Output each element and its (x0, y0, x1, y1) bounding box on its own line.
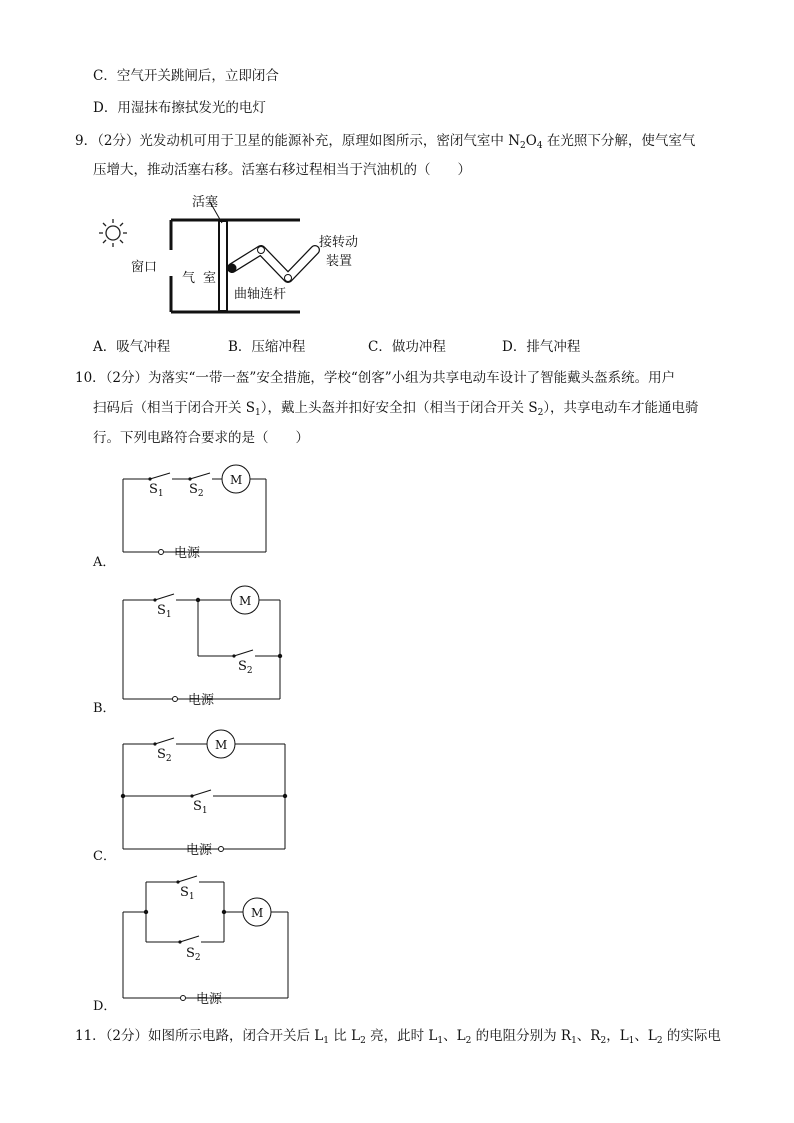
switch-s1-label: $S_1$ (180, 885, 195, 902)
circuit-a (120, 465, 280, 561)
power-label: 电源 (188, 693, 215, 708)
piston-label: 活塞 (192, 195, 219, 210)
q9-stem-line1: 9．（2分）光发动机可用于卫星的能源补充，原理如图所示，密闭气室中 $N_2O_4$ 在光照下分解，使气室气 (75, 133, 696, 151)
switch-s2-label: $S_2$ (157, 747, 172, 764)
circuit-c (120, 730, 300, 858)
power-label: 电源 (186, 843, 213, 858)
window-label: 窗口 (131, 260, 158, 275)
circuit-b (120, 586, 295, 708)
q9-option-a: A．吸气冲程 (93, 339, 171, 355)
q10-option-d-letter: D． (93, 999, 117, 1014)
motor-label: M (251, 906, 264, 920)
motor-label: M (230, 473, 243, 487)
switch-s2-label: $S_2$ (238, 659, 253, 676)
q10-stem-line2: 扫码后（相当于闭合开关 $S_1$），戴上头盔并扣好安全扣（相当于闭合开关 $S_2$），共享电动车才能通电骑 (93, 400, 699, 418)
rotate-label-1: 接转动 (319, 235, 359, 250)
rotate-label-2: 装置 (326, 254, 353, 269)
motor-label: M (215, 738, 228, 752)
q8-option-c: C．空气开关跳闸后，立即闭合 (93, 68, 279, 84)
q11-stem-line1: 11．（2分）如图所示电路，闭合开关后 $L_1$ 比 $L_2$ 亮，此时 $L_1$、$L_2$ 的电阻分别为 $R_1$、$R_2$，$L_1$、$L_2$ 的实际电 (75, 1028, 721, 1046)
q8-option-d: D．用湿抹布擦拭发光的电灯 (93, 100, 266, 116)
sun-icon (99, 219, 127, 247)
q9-option-b: B．压缩冲程 (228, 339, 306, 355)
switch-s2-label: $S_2$ (189, 482, 204, 499)
switch-s1-label: $S_1$ (193, 799, 208, 816)
q10-stem-line3: 行。下列电路符合要求的是（ ） (93, 430, 309, 446)
q9-option-d: D．排气冲程 (502, 339, 581, 355)
power-label: 电源 (174, 546, 201, 561)
power-label: 电源 (196, 992, 223, 1007)
q9-option-c: C．做功冲程 (368, 339, 446, 355)
q10-option-b-letter: B． (93, 701, 116, 716)
q9-stem-line2: 压增大，推动活塞右移。活塞右移过程相当于汽油机的（ ） (93, 162, 471, 178)
switch-s1-label: $S_1$ (149, 482, 164, 499)
crank-label: 曲轴连杆 (234, 287, 287, 302)
switch-s1-label: $S_1$ (157, 603, 172, 620)
chamber-label-1: 气 (182, 271, 196, 286)
q10-stem-line1: 10．（2分）为落实“一带一盔”安全措施，学校“创客”小组为共享电动车设计了智能戴头盔系统。用户 (75, 370, 676, 386)
motor-label: M (239, 594, 252, 608)
switch-s2-label: $S_2$ (186, 946, 201, 963)
q10-option-a-letter: A． (93, 555, 116, 570)
q9-engine-figure (95, 190, 359, 320)
circuit-d (120, 870, 300, 1007)
chamber-label-2: 室 (203, 271, 217, 286)
q10-option-c-letter: C． (93, 849, 116, 864)
